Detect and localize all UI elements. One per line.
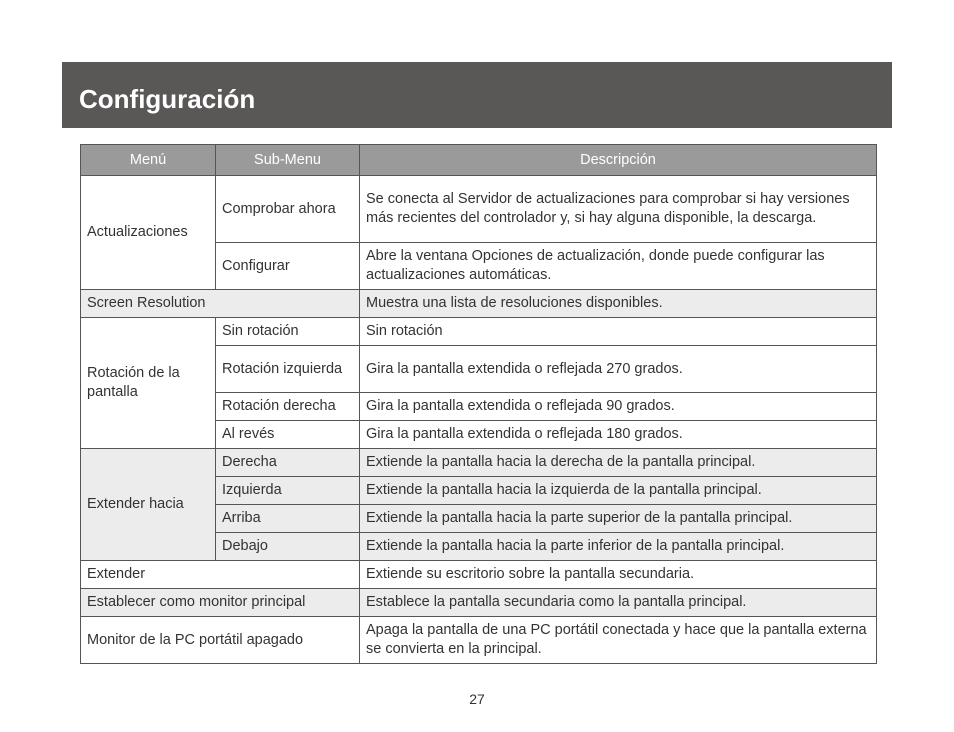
submenu-cell: Rotación derecha [216,393,360,421]
submenu-cell: Sin rotación [216,318,360,346]
menu-cell: Actualizaciones [81,176,216,290]
column-header-menu: Menú [81,145,216,176]
submenu-cell: Configurar [216,243,360,290]
description-cell: Abre la ventana Opciones de actualización, donde puede configurar las actualizaciones automáticas. [360,243,877,290]
page-title: Configuración [79,84,256,114]
description-cell: Gira la pantalla extendida o reflejada 90 grados. [360,393,877,421]
menu-cell: Establecer como monitor principal [81,589,360,617]
table-row [81,617,877,664]
description-cell: Extiende la pantalla hacia la derecha de la pantalla principal. [360,449,877,477]
submenu-cell: Rotación izquierda [216,346,360,393]
description-cell: Muestra una lista de resoluciones disponibles. [360,290,877,318]
description-cell: Extiende la pantalla hacia la parte inferior de la pantalla principal. [360,533,877,561]
submenu-cell: Al revés [216,421,360,449]
description-cell: Extiende la pantalla hacia la izquierda de la pantalla principal. [360,477,877,505]
description-cell: Gira la pantalla extendida o reflejada 270 grados. [360,346,877,393]
table-row [81,561,877,589]
table-row [81,290,877,318]
description-cell: Sin rotación [360,318,877,346]
submenu-cell: Debajo [216,533,360,561]
submenu-cell: Derecha [216,449,360,477]
table-header-row [81,145,877,176]
configuration-table [80,144,877,664]
menu-cell: Monitor de la PC portátil apagado [81,617,360,664]
submenu-cell: Izquierda [216,477,360,505]
description-cell: Apaga la pantalla de una PC portátil conectada y hace que la pantalla externa se convierta en la principal. [360,617,877,664]
table-row [81,318,877,346]
column-header-submenu: Sub-Menu [216,145,360,176]
description-cell: Extiende su escritorio sobre la pantalla secundaria. [360,561,877,589]
menu-cell: Extender [81,561,360,589]
submenu-cell: Comprobar ahora [216,176,360,243]
submenu-cell: Arriba [216,505,360,533]
description-cell: Gira la pantalla extendida o reflejada 180 grados. [360,421,877,449]
page-number: 27 [469,691,485,707]
section-header [62,62,892,128]
column-header-description: Descripción [360,145,877,176]
table-row [81,589,877,617]
table-row [81,449,877,477]
menu-cell: Extender hacia [81,449,216,561]
description-cell: Establece la pantalla secundaria como la pantalla principal. [360,589,877,617]
description-cell: Se conecta al Servidor de actualizaciones para comprobar si hay versiones más recientes del controlador y, si hay alguna disponible, la descarga. [360,176,877,243]
description-cell: Extiende la pantalla hacia la parte superior de la pantalla principal. [360,505,877,533]
table-row [81,176,877,243]
menu-cell: Rotación de la pantalla [81,318,216,449]
menu-cell: Screen Resolution [81,290,360,318]
